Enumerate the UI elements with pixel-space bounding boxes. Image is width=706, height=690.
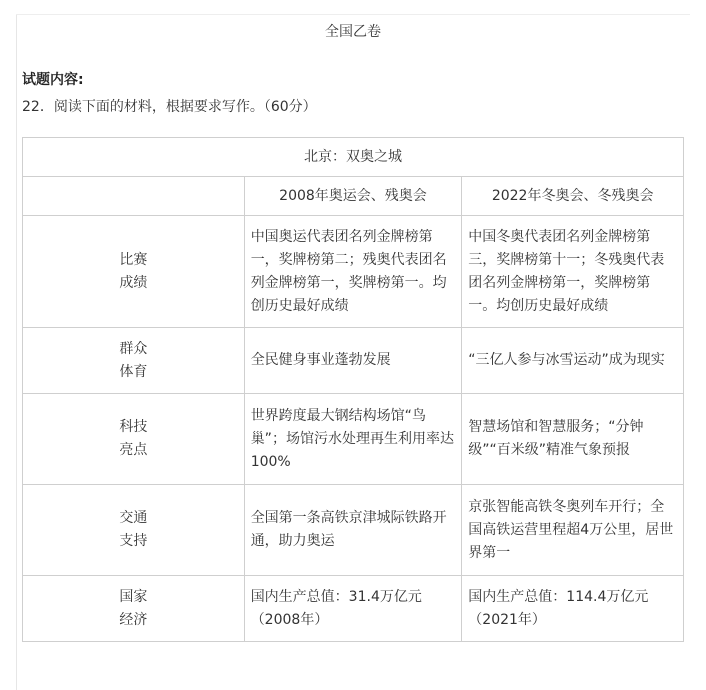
row-label-line: 支持: [119, 533, 148, 549]
question-text: 22．阅读下面的材料，根据要求写作。（60分）: [22, 99, 317, 115]
table-row-competition: [23, 216, 684, 328]
row-label-line: 成绩: [119, 274, 148, 291]
cell-2008: 全国第一条高铁京津城际铁路开通，助力奥运: [244, 485, 462, 576]
row-label: [23, 394, 245, 485]
table-row-transport: [23, 485, 684, 576]
cell-2008: 中国奥运代表团名列金牌榜第一，奖牌榜第二；残奥代表团名列金牌榜第一，奖牌榜第一。均创历史最好成绩: [244, 216, 462, 328]
row-label-line: 国家: [119, 588, 148, 605]
row-label: [23, 485, 245, 576]
table-row-mass-sports: [23, 328, 684, 394]
table-title-row: [23, 138, 684, 177]
exam-title: 全国乙卷: [16, 14, 690, 51]
cell-2022: 国内生产总值：114.4万亿元（2021年）: [462, 576, 684, 642]
cell-2022: 智慧场馆和智慧服务；“分钟级”“百米级”精准气象预报: [462, 394, 684, 485]
table-row-economy: [23, 576, 684, 642]
header-empty-cell: [23, 177, 245, 216]
cell-2008: 国内生产总值：31.4万亿元（2008年）: [244, 576, 462, 642]
row-label-line: 经济: [119, 611, 148, 628]
table-row-technology: [23, 394, 684, 485]
material-table: [22, 137, 684, 642]
cell-2022: “三亿人参与冰雪运动”成为现实: [462, 328, 684, 394]
row-label-line: 体育: [119, 363, 148, 380]
left-border-line: [16, 14, 17, 690]
cell-2022: 中国冬奥代表团名列金牌榜第三，奖牌榜第十一；冬残奥代表团名列金牌榜第一，奖牌榜第一。均创历史最好成绩: [462, 216, 684, 328]
table-title: 北京：双奥之城: [23, 138, 684, 177]
row-label-line: 交通: [119, 510, 148, 526]
cell-2008: 全民健身事业蓬勃发展: [244, 328, 462, 394]
row-label: [23, 216, 245, 328]
header-2008: 2008年奥运会、残奥会: [244, 177, 462, 216]
table-header-row: [23, 177, 684, 216]
row-label-line: 群众: [119, 340, 148, 357]
row-label-line: 亮点: [119, 442, 148, 458]
cell-2008: 世界跨度最大钢结构场馆“鸟巢”；场馆污水处理再生利用率达100%: [244, 394, 462, 485]
cell-2022: 京张智能高铁冬奥列车开行；全国高铁运营里程超4万公里，居世界第一: [462, 485, 684, 576]
row-label: [23, 576, 245, 642]
section-heading: 试题内容:: [22, 72, 84, 88]
row-label: [23, 328, 245, 394]
row-label-line: 科技: [119, 419, 148, 435]
header-2022: 2022年冬奥会、冬残奥会: [462, 177, 684, 216]
row-label-line: 比赛: [119, 251, 148, 268]
